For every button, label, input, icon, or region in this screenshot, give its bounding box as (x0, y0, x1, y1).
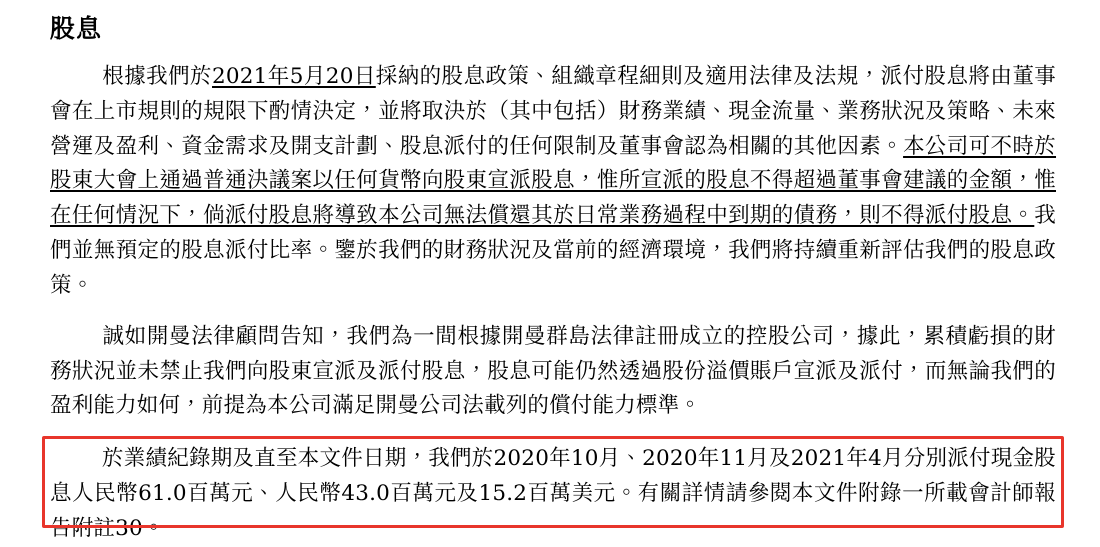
highlighted-section (40, 442, 1060, 546)
page-title: 股息 (50, 14, 103, 43)
underlined-date: 2021年5月20日 (212, 64, 376, 89)
text-run: 採納的股息政策、組織章程細則及適用法律及法規，派付股息將由董事會在上市規則的規限下酌情決定，並將取決於（其中包括）財務業績、現金流量、業務狀況及策略、未來營運及盈利、資金需求及開支計劃、股息派付的任何限制及董事會認為相關的其他因素。 (50, 64, 1056, 159)
underlined-clause: 本公司可不時於股東大會上通過普通決議案以任何貨幣向股東宣派股息，惟所宣派的股息不得超過董事會建議的金額，惟在任何情況下，倘派付股息將導致本公司無法償還其於日常業務過程中到期的債務，則不得派付股息。 (50, 133, 1057, 229)
text-run: 我們並無預定的股息派付比率。鑒於我們的財務狀況及當前的經濟環境，我們將持續重新評估我們的股息政策。 (50, 203, 1056, 298)
text-run: 於業績紀錄期及直至本文件日期，我們於2020年10月、2020年11月及2021年4月分別派付現金股息人民幣61.0百萬元、人民幣43.0百萬元及15.2百萬美元。有關詳情請參閱本文件附錄一所載會計師報告附註30。 (50, 446, 1056, 541)
paragraph-dividend-policy (50, 60, 1060, 304)
paragraph-cayman-counsel (50, 320, 1060, 424)
paragraph-dividends-paid (50, 442, 1060, 546)
text-run: 根據我們於 (102, 64, 213, 89)
text-run: 誠如開曼法律顧問告知，我們為一間根據開曼群島法律註冊成立的控股公司，據此，累積虧損的財務狀況並未禁止我們向股東宣派及派付股息，股息可能仍然透過股份溢價賬戶宣派及派付，而無論我們的盈利能力如何，前提為本公司滿足開曼公司法載列的償付能力標準。 (50, 323, 1056, 419)
